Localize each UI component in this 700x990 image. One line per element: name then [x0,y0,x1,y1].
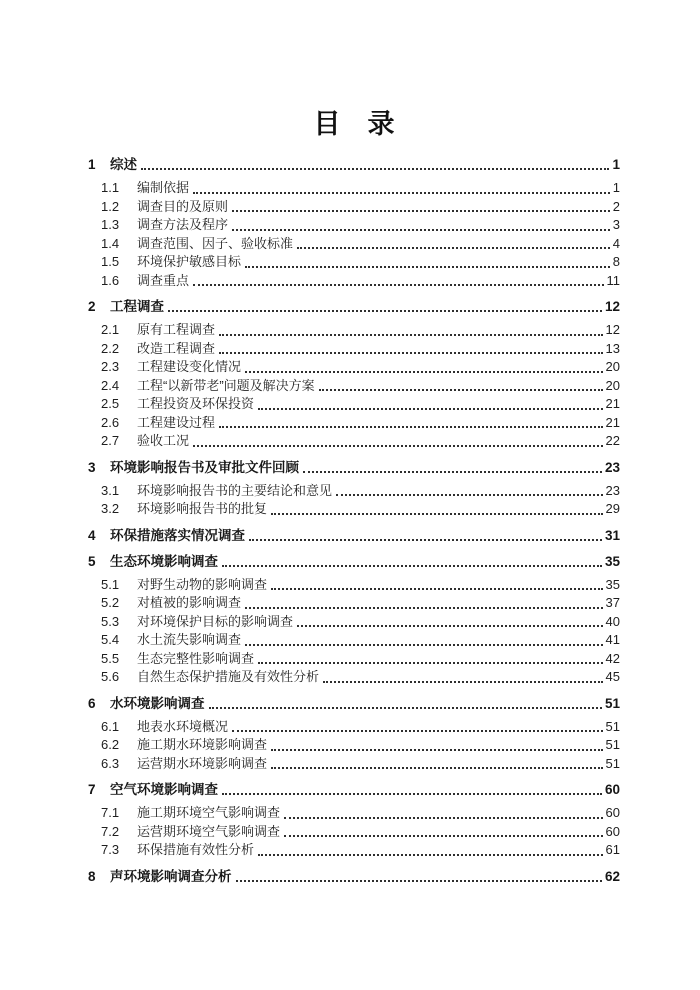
dot-leader [297,613,603,628]
entry-number: 2.1 [101,322,120,337]
entry-label: 工程“以新带老”问题及解决方案 [137,377,315,393]
toc-entry-row[interactable] [88,235,620,254]
entry-page-number: 60 [605,805,620,820]
entry-page-number: 12 [604,299,620,314]
entry-page-number: 40 [605,613,620,629]
dot-leader [222,780,602,795]
toc-entry-row[interactable] [88,216,620,235]
entry-number: 2.7 [101,433,120,448]
entry-page-number: 60 [604,782,620,797]
entry-number: 2.2 [101,340,120,356]
dot-leader [258,841,603,856]
toc-section-row[interactable] [88,780,620,799]
toc-entry-row[interactable] [88,321,620,340]
entry-label: 运营期环境空气影响调查 [137,823,281,839]
entry-page-number: 42 [605,650,620,666]
entry-page-number: 51 [605,737,620,752]
entry-label: 运营期水环境影响调查 [137,755,268,771]
entry-number: 2 [88,299,96,314]
entry-number: 1.6 [101,272,120,288]
entry-label: 调查目的及原则 [137,198,229,214]
entry-page-number: 61 [605,842,620,857]
toc-list [88,155,620,886]
entry-page-number: 12 [605,322,620,337]
entry-label: 环保措施落实情况调查 [110,527,245,543]
toc-section-row[interactable] [88,155,620,174]
entry-label: 编制依据 [137,180,190,195]
dot-leader [219,414,603,429]
entry-page-number: 13 [605,340,620,356]
entry-page-number: 21 [605,414,620,430]
entry-page-number: 51 [605,718,620,734]
entry-page-number: 3 [612,217,620,232]
toc-entry-row[interactable] [88,631,620,650]
entry-page-number: 60 [605,823,620,839]
toc-entry-row[interactable] [88,482,620,501]
entry-number: 5.6 [101,669,120,684]
entry-page-number: 22 [605,433,620,448]
dot-leader [245,358,603,373]
toc-entry-row[interactable] [88,253,620,272]
dot-leader [284,823,603,838]
toc-section-row[interactable] [88,867,620,886]
entry-label: 对野生动物的影响调查 [137,576,268,592]
toc-entry-row[interactable] [88,755,620,774]
entry-page-number: 4 [612,235,620,251]
dot-leader [245,253,610,268]
entry-number: 5.1 [101,576,120,592]
toc-entry-row[interactable] [88,841,620,860]
entry-page-number: 2 [612,198,620,214]
entry-number: 6 [88,695,96,711]
dot-leader [297,235,610,250]
entry-label: 空气环境影响调查 [110,782,218,797]
dot-leader [193,272,603,287]
toc-entry-row[interactable] [88,198,620,217]
toc-section-row[interactable] [88,526,620,545]
entry-number: 2.4 [101,377,120,393]
dot-leader [271,736,603,751]
dot-leader [232,216,610,231]
dot-leader [219,321,603,336]
toc-entry-row[interactable] [88,179,620,198]
toc-entry-row[interactable] [88,358,620,377]
toc-entry-row[interactable] [88,668,620,687]
toc-entry-row[interactable] [88,414,620,433]
entry-page-number: 35 [604,553,620,569]
dot-leader [271,500,603,515]
entry-label: 生态完整性影响调查 [137,650,255,666]
toc-entry-row[interactable] [88,576,620,595]
toc-entry-row[interactable] [88,377,620,396]
entry-page-number: 62 [604,868,620,884]
entry-number: 1.1 [101,180,120,195]
entry-label: 施工期水环境影响调查 [137,737,268,752]
dot-leader [222,552,602,567]
dot-leader [319,377,603,392]
entry-label: 环境影响报告书的批复 [137,501,268,516]
toc-entry-row[interactable] [88,823,620,842]
dot-leader [193,179,610,194]
toc-entry-row[interactable] [88,272,620,291]
entry-label: 工程建设过程 [137,414,216,430]
entry-page-number: 31 [604,527,620,543]
entry-page-number: 51 [604,695,620,711]
entry-number: 2.6 [101,414,120,430]
toc-entry-row[interactable] [88,804,620,823]
entry-number: 7.1 [101,805,120,820]
entry-number: 6.2 [101,737,120,752]
dot-leader [219,340,603,355]
entry-label: 环境保护敏感目标 [137,254,242,269]
entry-number: 7 [88,782,96,797]
entry-label: 对环境保护目标的影响调查 [137,613,294,629]
dot-leader [141,155,609,170]
entry-label: 工程建设变化情况 [137,359,242,374]
entry-page-number: 21 [605,396,620,411]
dot-leader [303,458,602,473]
entry-page-number: 20 [605,377,620,393]
entry-page-number: 37 [605,595,620,610]
entry-label: 改造工程调查 [137,340,216,356]
entry-number: 3.1 [101,482,120,498]
dot-leader [336,482,603,497]
dot-leader [168,297,602,312]
entry-page-number: 11 [606,272,620,288]
toc-section-row[interactable] [88,552,620,571]
dot-leader [236,867,602,882]
entry-number: 1 [88,157,96,172]
entry-page-number: 8 [612,254,620,269]
dot-leader [271,576,603,591]
toc-section-row[interactable] [88,694,620,713]
dot-leader [232,198,610,213]
entry-label: 调查重点 [137,272,190,288]
dot-leader [258,395,603,410]
entry-number: 6.1 [101,718,120,734]
entry-label: 地表水环境概况 [137,718,229,734]
dot-leader [271,755,603,770]
entry-label: 对植被的影响调查 [137,595,242,610]
toc-entry-row[interactable] [88,736,620,755]
dot-leader [209,694,602,709]
entry-page-number: 41 [605,632,620,647]
entry-label: 工程调查 [110,299,164,314]
dot-leader [245,631,603,646]
entry-label: 生态环境影响调查 [110,553,218,569]
entry-page-number: 23 [605,482,620,498]
dot-leader [258,650,603,665]
entry-number: 2.5 [101,396,120,411]
toc-section-row[interactable] [88,297,620,316]
toc-entry-row[interactable] [88,650,620,669]
entry-number: 5.5 [101,650,120,666]
toc-entry-row[interactable] [88,613,620,632]
entry-number: 4 [88,527,96,543]
entry-page-number: 23 [604,459,620,475]
page-title: 目 录 [313,109,395,139]
toc-entry-row[interactable] [88,594,620,613]
entry-label: 声环境影响调查分析 [110,868,232,884]
entry-page-number: 45 [605,669,620,684]
entry-label: 原有工程调查 [137,322,216,337]
entry-number: 3.2 [101,501,120,516]
entry-number: 2.3 [101,359,120,374]
entry-label: 验收工况 [137,433,190,448]
entry-label: 自然生态保护措施及有效性分析 [137,669,320,684]
toc-entry-row[interactable] [88,718,620,737]
entry-number: 1.4 [101,235,120,251]
entry-label: 水土流失影响调查 [137,632,242,647]
entry-label: 调查范围、因子、验收标准 [137,235,294,251]
entry-label: 综述 [110,157,137,172]
toc-entry-row[interactable] [88,500,620,519]
entry-number: 8 [88,868,96,884]
entry-number: 1.5 [101,254,120,269]
dot-leader [249,526,602,541]
dot-leader [284,804,603,819]
toc-entry-row[interactable] [88,340,620,359]
entry-label: 环境影响报告书及审批文件回顾 [110,459,299,475]
entry-page-number: 20 [605,359,620,374]
entry-page-number: 29 [605,501,620,516]
entry-number: 3 [88,459,96,475]
entry-label: 环保措施有效性分析 [137,842,255,857]
entry-page-number: 1 [612,157,620,172]
toc-entry-row[interactable] [88,395,620,414]
entry-page-number: 51 [605,755,620,771]
entry-number: 5 [88,553,96,569]
entry-number: 7.3 [101,842,120,857]
dot-leader [245,594,603,609]
entry-number: 1.2 [101,198,120,214]
entry-number: 5.3 [101,613,120,629]
toc-entry-row[interactable] [88,432,620,451]
dot-leader [323,668,603,683]
entry-label: 工程投资及环保投资 [137,396,255,411]
entry-page-number: 35 [605,576,620,592]
entry-page-number: 1 [612,180,620,195]
entry-label: 水环境影响调查 [110,695,205,711]
entry-number: 6.3 [101,755,120,771]
entry-label: 环境影响报告书的主要结论和意见 [137,482,333,498]
dot-leader [193,432,603,447]
entry-label: 施工期环境空气影响调查 [137,805,281,820]
entry-number: 5.2 [101,595,120,610]
entry-label: 调查方法及程序 [137,217,229,232]
entry-number: 5.4 [101,632,120,647]
dot-leader [232,718,603,733]
entry-number: 1.3 [101,217,120,232]
toc-section-row[interactable] [88,458,620,477]
entry-number: 7.2 [101,823,120,839]
